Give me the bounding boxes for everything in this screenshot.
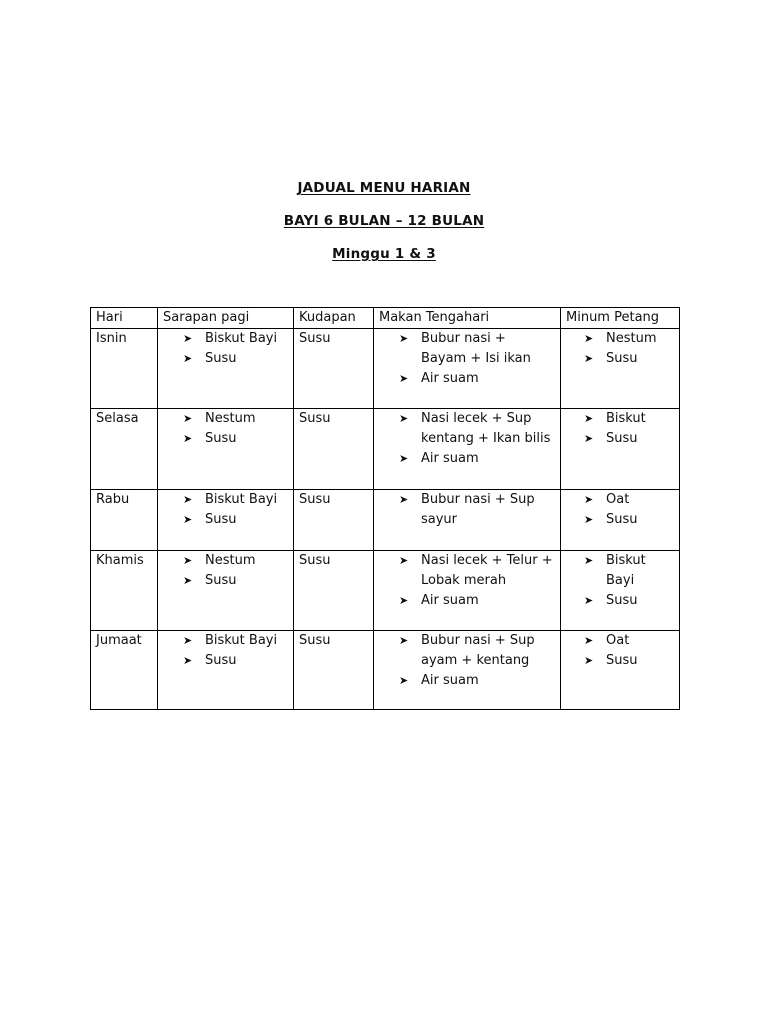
bullet-list — [163, 551, 288, 591]
list-item: ➤ Susu — [183, 651, 288, 671]
petang-cell — [561, 490, 680, 551]
list-item: ➤ Nasi lecek + Telur + Lobak merah — [399, 551, 555, 591]
bullet-list — [163, 329, 288, 369]
list-item: ➤ Susu — [183, 429, 288, 449]
kudapan-cell: Susu — [294, 490, 374, 551]
tengahari-cell — [374, 409, 561, 490]
list-item: ➤ Nasi lecek + Sup kentang + Ikan bilis — [399, 409, 555, 449]
header-makan-tengahari: Makan Tengahari — [374, 308, 561, 329]
header-minum-petang: Minum Petang — [561, 308, 680, 329]
table-row — [91, 409, 680, 490]
kudapan-cell: Susu — [294, 631, 374, 710]
header-hari: Hari — [91, 308, 158, 329]
bullet-list — [566, 490, 674, 530]
list-item: ➤ Air suam — [399, 449, 555, 469]
kudapan-cell: Susu — [294, 409, 374, 490]
bullet-list — [163, 631, 288, 671]
list-item: ➤ Bubur nasi + Sup ayam + kentang — [399, 631, 555, 671]
table-row — [91, 329, 680, 409]
day-cell: Isnin — [91, 329, 158, 409]
list-item: ➤ Biskut Bayi — [584, 551, 674, 591]
tengahari-cell — [374, 551, 561, 631]
bullet-list — [379, 551, 555, 611]
list-item: ➤ Oat — [584, 490, 674, 510]
day-cell: Rabu — [91, 490, 158, 551]
sarapan-cell — [158, 329, 294, 409]
header-kudapan: Kudapan — [294, 308, 374, 329]
list-item: ➤ Bubur nasi + Sup sayur — [399, 490, 555, 530]
week-label: Minggu 1 & 3 — [332, 246, 436, 262]
table-row — [91, 631, 680, 710]
bullet-list — [566, 551, 674, 611]
document-title: JADUAL MENU HARIAN — [297, 180, 471, 196]
list-item: ➤ Bubur nasi + Bayam + Isi ikan — [399, 329, 555, 369]
sarapan-cell — [158, 490, 294, 551]
bullet-list — [566, 329, 674, 369]
table-header-row — [91, 308, 680, 329]
list-item: ➤ Biskut Bayi — [183, 329, 288, 349]
sarapan-cell — [158, 551, 294, 631]
kudapan-cell: Susu — [294, 329, 374, 409]
table-row — [91, 551, 680, 631]
list-item: ➤ Nestum — [584, 329, 674, 349]
petang-cell — [561, 329, 680, 409]
bullet-list — [566, 631, 674, 671]
petang-cell — [561, 551, 680, 631]
tengahari-cell — [374, 631, 561, 710]
list-item: ➤ Susu — [584, 651, 674, 671]
list-item: ➤ Nestum — [183, 409, 288, 429]
list-item: ➤ Susu — [183, 571, 288, 591]
header-sarapan-pagi: Sarapan pagi — [158, 308, 294, 329]
tengahari-cell — [374, 329, 561, 409]
menu-table — [90, 307, 680, 710]
list-item: ➤ Susu — [584, 591, 674, 611]
bullet-list — [566, 409, 674, 449]
bullet-list — [379, 631, 555, 691]
bullet-list — [163, 409, 288, 449]
list-item: ➤ Air suam — [399, 671, 555, 691]
bullet-list — [379, 409, 555, 469]
sarapan-cell — [158, 409, 294, 490]
sarapan-cell — [158, 631, 294, 710]
list-item: ➤ Susu — [183, 349, 288, 369]
tengahari-cell — [374, 490, 561, 551]
list-item: ➤ Biskut — [584, 409, 674, 429]
table-row — [91, 490, 680, 551]
bullet-list — [379, 490, 555, 530]
list-item: ➤ Biskut Bayi — [183, 631, 288, 651]
list-item: ➤ Nestum — [183, 551, 288, 571]
document-subtitle: BAYI 6 BULAN – 12 BULAN — [283, 213, 485, 229]
day-cell: Khamis — [91, 551, 158, 631]
list-item: ➤ Susu — [584, 349, 674, 369]
petang-cell — [561, 631, 680, 710]
list-item: ➤ Susu — [183, 510, 288, 530]
list-item: ➤ Air suam — [399, 369, 555, 389]
kudapan-cell: Susu — [294, 551, 374, 631]
petang-cell — [561, 409, 680, 490]
list-item: ➤ Susu — [584, 510, 674, 530]
day-cell: Selasa — [91, 409, 158, 490]
bullet-list — [163, 490, 288, 530]
list-item: ➤ Biskut Bayi — [183, 490, 288, 510]
list-item: ➤ Air suam — [399, 591, 555, 611]
list-item: ➤ Oat — [584, 631, 674, 651]
bullet-list — [379, 329, 555, 389]
day-cell: Jumaat — [91, 631, 158, 710]
list-item: ➤ Susu — [584, 429, 674, 449]
